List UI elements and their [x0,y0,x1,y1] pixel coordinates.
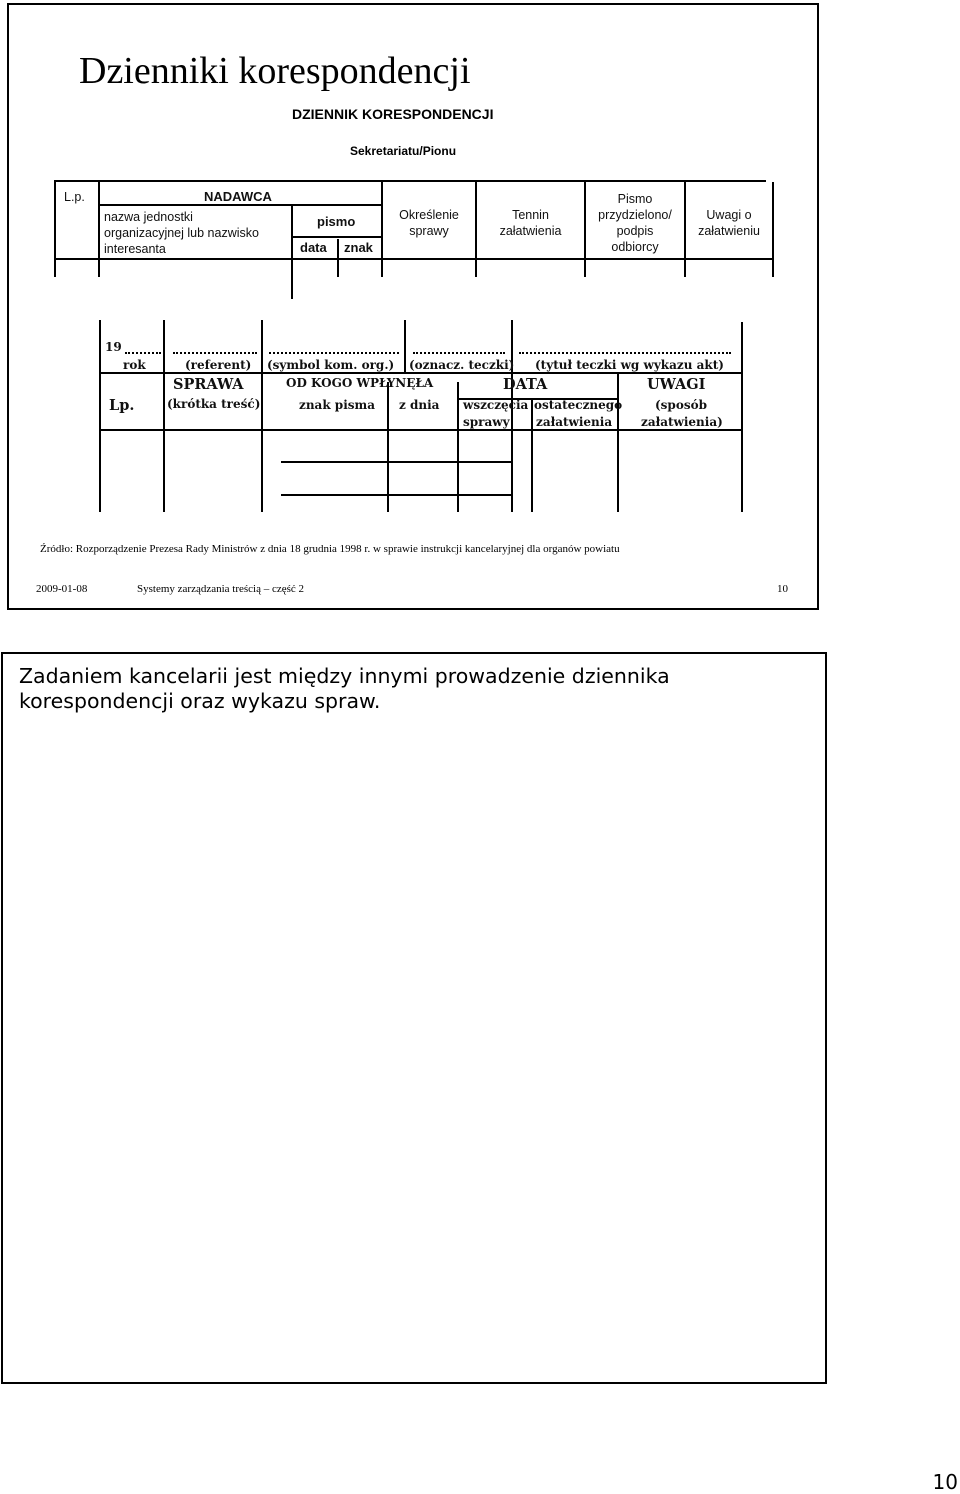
case-register-form-table [91,318,737,512]
table-rule [511,320,513,512]
col-wszczecia-2: sprawy [463,415,510,429]
table-rule [261,320,263,512]
col-nadawca: NADAWCA [204,189,272,204]
col-ostatecznego-2: załatwienia [536,415,613,429]
table-rule [54,182,56,277]
table-rule [163,320,165,512]
label-referent: (referent) [185,358,252,372]
notes-box [1,652,827,1384]
col-okreslenie-1: Określenie [399,208,459,222]
col-uwagi-sub-2: załatwienia) [641,415,723,429]
col-pismo-przydz-2: przydzielono/ [598,208,672,222]
col-pismo-przydz-3: podpis [616,224,654,238]
form1-subtitle: Sekretariatu/Pionu [350,144,457,158]
table-rule [281,461,513,463]
label-oznacz: (oznacz. teczki) [409,358,515,372]
col-sprawa-sub: (krótka treść) [167,397,261,411]
table-rule [381,182,383,277]
col-uwagi-2: załatwieniu [698,224,760,238]
table-rule [617,372,619,512]
table-rule [54,258,774,260]
col-wszczecia-1: wszczęcia [463,398,529,412]
col-znak-pisma: znak pisma [299,398,375,412]
table-rule [475,182,477,277]
fill-in-dots [173,352,257,354]
notes-text: Zadaniem kancelarii jest między innymi prowadzenie dziennika korespondencji oraz wykazu spraw. [19,664,670,713]
table-rule [387,382,389,512]
page-number: 10 [932,1470,958,1494]
fill-in-dots [413,352,505,354]
col-od-kogo: OD KOGO WPŁYNĘŁA [286,376,434,390]
col-okreslenie-2: sprawy [409,224,449,238]
col-sprawa: SPRAWA [173,376,244,393]
col-termin-1: Tennin [512,208,549,222]
col-pismo: pismo [317,214,356,229]
table-rule [291,204,293,299]
col-nadawca-sub-3: interesanta [104,242,166,256]
label-rok: rok [123,358,146,372]
col-uwagi: UWAGI [647,376,706,393]
col-data: data [300,240,327,255]
source-citation: Źródło: Rozporządzenie Prezesa Rady Ministrów z dnia 18 grudnia 1998 r. w sprawie instrukcji kancelaryjnej dla organów powiatu [40,543,620,555]
col-lp: L.p. [64,190,85,204]
col-lp: Lp. [109,397,135,414]
table-rule [99,320,101,512]
table-rule [457,382,459,512]
col-ostatecznego-1: ostatecznego [534,398,623,412]
fill-in-dots [125,352,161,354]
col-data: DATA [503,376,548,393]
col-pismo-przydz-1: Pismo [617,192,653,206]
label-symbol: (symbol kom. org.) [267,358,395,372]
form1-title: DZIENNIK KORESPONDENCJI [292,106,494,122]
table-rule [98,182,100,277]
correspondence-log-form-table [54,180,766,277]
fill-in-dots [519,352,731,354]
col-termin-2: załatwienia [499,224,562,238]
col-nadawca-sub-1: nazwa jednostki [104,210,193,224]
col-uwagi-sub-1: (sposób [655,398,707,412]
slide [7,3,819,610]
footer-course: Systemy zarządzania treścią – część 2 [137,583,305,595]
year-prefix: 19 [105,340,122,354]
col-znak: znak [344,240,373,255]
fill-in-dots [269,352,399,354]
table-rule [531,398,533,512]
col-nadawca-sub-2: organizacyjnej lub nazwisko [104,226,259,240]
table-rule [291,236,381,238]
label-tytul: (tytuł teczki wg wykazu akt) [535,358,724,372]
table-rule [404,320,406,372]
table-rule [741,322,743,512]
table-rule [281,494,513,496]
col-uwagi-1: Uwagi o [706,208,752,222]
footer-slide-number: 10 [777,583,788,595]
col-z-dnia: z dnia [399,398,440,412]
slide-title: Dzienniki korespondencji [79,50,471,92]
col-pismo-przydz-4: odbiorcy [611,240,659,254]
footer-date: 2009-01-08 [36,583,88,595]
table-rule [772,182,774,277]
